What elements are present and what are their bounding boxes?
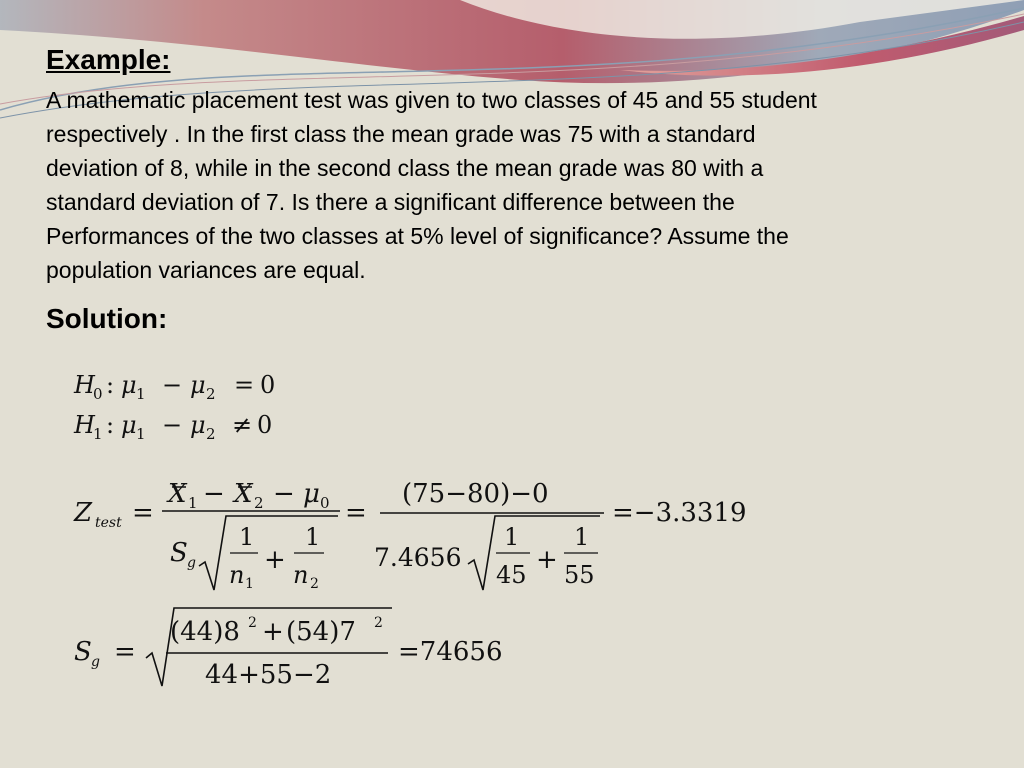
svg-text:μ: μ <box>190 371 206 399</box>
problem-line: respectively . In the first class the mean grade was 75 with a standard <box>46 121 756 147</box>
svg-text::: : <box>106 371 115 399</box>
z-denominator-coefficient: 7.4656 <box>374 543 462 572</box>
svg-text:2: 2 <box>310 576 319 592</box>
solution-equations <box>0 340 1024 760</box>
sg-result: =74656 <box>398 637 503 667</box>
n2-value: 55 <box>564 561 595 589</box>
svg-text:1: 1 <box>136 385 146 403</box>
svg-text:1: 1 <box>239 523 255 551</box>
svg-text:μ: μ <box>121 371 137 399</box>
problem-line: Performances of the two classes at 5% level of significance? Assume the <box>46 223 789 249</box>
svg-text:1: 1 <box>305 523 321 551</box>
problem-line: population variances are equal. <box>46 257 366 283</box>
h1-rhs: 0 <box>257 411 273 439</box>
sg-denominator: 44+55−2 <box>205 660 332 690</box>
svg-text:S: S <box>170 538 188 568</box>
svg-text:=: = <box>345 498 367 528</box>
svg-text:1: 1 <box>504 523 520 551</box>
svg-text:=: = <box>114 637 136 667</box>
svg-text:+: + <box>536 545 558 575</box>
problem-line: A mathematic placement test was given to two classes of 45 and 55 student <box>46 87 817 113</box>
svg-text:1: 1 <box>188 494 198 512</box>
h1-relation: ≠ <box>232 411 253 439</box>
z-symbol: Z <box>74 498 93 528</box>
svg-text:−: − <box>162 371 183 399</box>
problem-line: standard deviation of 7. Is there a significant difference between the <box>46 189 735 215</box>
sg-term-a: (44)8 <box>170 617 240 647</box>
h0-rhs: 0 <box>260 371 276 399</box>
h1-symbol: H <box>74 411 95 439</box>
sg-subscript: g <box>91 654 100 670</box>
svg-text:1: 1 <box>245 576 254 592</box>
sg-exp-a: 2 <box>248 615 257 631</box>
null-hypothesis <box>73 371 275 403</box>
svg-text:1: 1 <box>136 425 146 443</box>
problem-line: deviation of 8, while in the second class the mean grade was 80 with a <box>46 155 764 181</box>
svg-text:μ: μ <box>303 479 320 509</box>
z-subscript: test <box>95 515 122 531</box>
svg-text:n: n <box>229 561 245 589</box>
svg-text:1: 1 <box>574 523 590 551</box>
svg-text:2: 2 <box>206 425 216 443</box>
svg-text:−: − <box>162 411 183 439</box>
h1-subscript: 1 <box>93 425 103 443</box>
h0-symbol: H <box>74 371 95 399</box>
example-heading: Example: <box>46 44 171 75</box>
pooled-sd-equation <box>74 608 503 690</box>
svg-text:μ: μ <box>190 411 206 439</box>
svg-text:X: X <box>234 479 253 509</box>
z-numerator: (75−80)−0 <box>402 479 549 509</box>
problem-statement <box>46 83 946 287</box>
svg-text:n: n <box>293 561 309 589</box>
svg-text:2: 2 <box>254 494 264 512</box>
z-test-equation <box>73 479 747 592</box>
svg-text::: : <box>106 411 115 439</box>
z-result: =−3.3319 <box>612 498 747 528</box>
svg-text:2: 2 <box>206 385 216 403</box>
svg-text:−: − <box>273 479 295 509</box>
sg-term-b: (54)7 <box>286 617 356 647</box>
svg-text:g: g <box>187 555 196 571</box>
svg-text:μ: μ <box>121 411 137 439</box>
solution-heading: Solution: <box>46 303 168 334</box>
sg-exp-b: 2 <box>374 615 383 631</box>
sg-symbol: S <box>74 637 92 667</box>
svg-text:0: 0 <box>320 494 330 512</box>
h0-subscript: 0 <box>93 385 103 403</box>
svg-text:−: − <box>203 479 225 509</box>
svg-text:+: + <box>264 545 286 575</box>
sg-plus: + <box>262 617 284 647</box>
svg-text:X: X <box>168 479 187 509</box>
n1-value: 45 <box>496 561 527 589</box>
alternative-hypothesis <box>73 411 272 443</box>
svg-text:=: = <box>132 498 154 528</box>
h0-relation: = <box>234 371 255 399</box>
